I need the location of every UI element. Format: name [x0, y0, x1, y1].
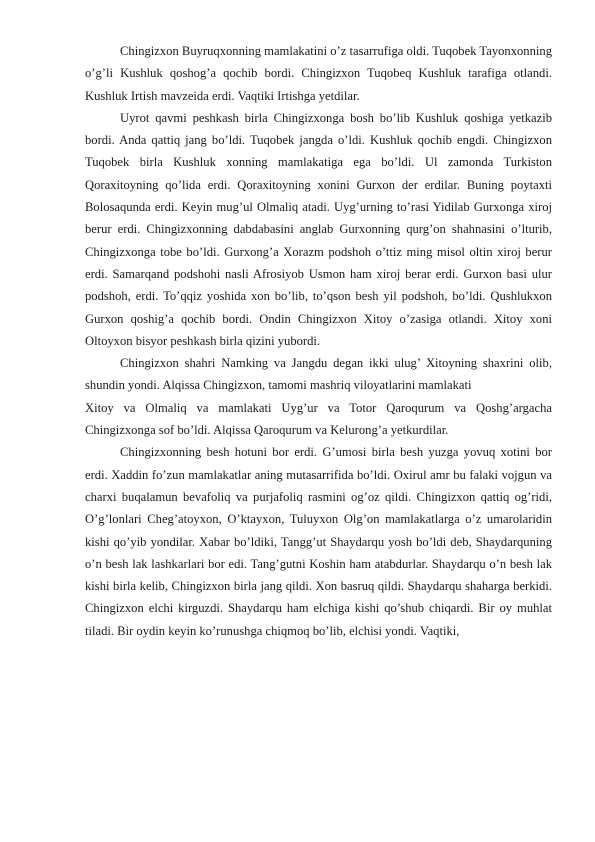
paragraph-2: Uyrot qavmi peshkash birla Chingizxonga bosh bo’lib Kushluk qoshiga yetkazib bordi. Anda qattiq jang bo’ldi. Tuqobek jangda o’ldi. Kushluk qochib engdi. Chingizxon Tuqobek birla Kushluk xonning mamlakatiga ega bo’ldi. Ul zamonda Turkiston Qoraxitoyning qo’lida erdi. Qoraxitoyning xonini Gurxon der erdilar. Buning poytaxti Bolosaqunda erdi. Keyin mug’ul Olmaliq atadi. Uyg’urning to’rasi Yidilab Gurxonga xiroj berur erdi. Chingizxonning dabdabasini anglab Gurxonning qurg’on shahnasini o’lturib, Chingizxonga tobe bo’ldi. Gurxong’a Xorazm podshoh o’ttiz ming misol oltin xiroj berur erdi. Samarqand podshohi nasli Afrosiyob Usmon ham xiroj berar erdi. Gurxon basi ulur podshoh, erdi. To’qqiz yoshida xon bo’lib, to’qson besh yil podshoh, bo’ldi. Qushlukxon Gurxon qoshig’a qochib bordi. Ondin Chingizxon Xitoy o’zasiga otlandi. Xitoy xoni Oltoyxon bisyor peshkash birla qizini yubordi.	[85, 110, 552, 348]
paragraph-4: Xitoy va Olmaliq va mamlakati Uyg’ur va Totor Qaroqurum va Qoshg’argacha Chingizxonga sof bo’ldi. Alqissa Qaroqurum va Kelurong’a yetkurdilar.	[85, 400, 552, 438]
paragraph-1: Chingizxon Buyruqxonning mamlakatini o’z tasarrufiga oldi. Tuqobek Tayonxonning o’g’li Kushluk qoshog’a qochib bordi. Chingizxon Tuqobeq Kushluk tarafiga otlandi. Kushluk Irtish mavzeida erdi. Vaqtiki Irtishga yetdilar.	[85, 44, 552, 103]
paragraph-5: Chingizxonning besh hotuni bor erdi. G’umosi birla besh yuzga yovuq xotini bor erdi. Xaddin fo’zun mamlakatlar aning mutasarrifida bo’ldi. Oxirul amr bu falaki vojgun va charxi buqalamun bevafoliq va purjafoliq rasmini og’oz qildi. Chingizxon qattiq og’ridi, O’g’lonlari Cheg’atoyxon, O’ktayxon, Tuluyxon Olg’on mamlakatlarga o’z umarolaridin kishi qo’yib yondilar. Xabar bo’ldiki, Tangg’ut Shaydarqu yosh bo’ldi deb, Shaydarquning o’n besh lak lashkarlari bor edi. Tang’gutni Koshin ham atabdurlar. Shaydarqu o’n besh lak kishi birla kelib, Chingizxon birla jang qildi. Xon basruq qildi. Shaydarqu shaharga berkidi. Chingizxon elchi kirguzdi. Shaydarqu ham elchiga kishi qo’shub chiqardi. Bir oy muhlat tiladi. Bir oydin keyin ko’runushga chiqmoq bo’lib, elchisi yondi. Vaqtiki,	[85, 445, 552, 638]
paragraph-3: Chingizxon shahri Namking va Jangdu degan ikki ulug’ Xitoyning shaxrini olib, shundin yondi. Alqissa Chingizxon, tamomi mashriq viloyatlarini mamlakati	[85, 356, 552, 393]
document-body	[85, 40, 552, 642]
